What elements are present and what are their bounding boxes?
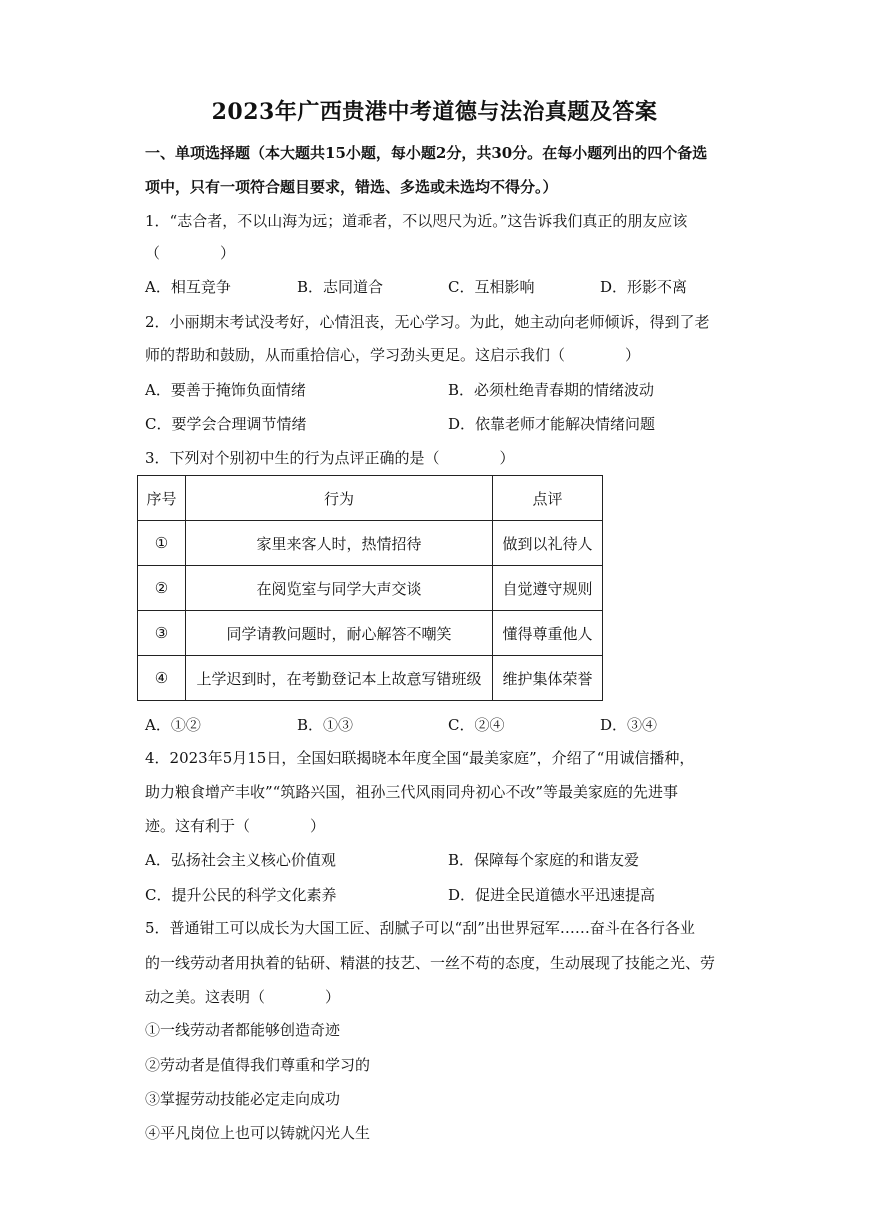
table-row	[138, 566, 603, 611]
table-cell: ①	[138, 521, 186, 566]
q2-option-d: D．依靠老师才能解决情绪问题	[448, 415, 656, 433]
page-title: 2023年广西贵港中考道德与法治真题及答案	[211, 99, 658, 125]
q5-stem-line-1: 5．普通钳工可以成长为大国工匠、刮腻子可以“刮”出世界冠军……奋斗在各行各业	[145, 919, 695, 937]
table-cell: 上学迟到时，在考勤登记本上故意写错班级	[186, 656, 493, 701]
q4-option-a: A．弘扬社会主义核心价值观	[145, 851, 336, 869]
q1-option-b: B．志同道合	[297, 278, 384, 296]
table-header-cell: 点评	[493, 476, 603, 521]
q3-option-b: B．①③	[297, 716, 354, 734]
q2-stem-line-1: 2．小丽期末考试没考好，心情沮丧，无心学习。为此，她主动向老师倾诉，得到了老	[145, 313, 710, 331]
q2-stem-line-2: 师的帮助和鼓励，从而重拾信心，学习劲头更足。这启示我们（ ）	[145, 346, 641, 364]
q1-option-c: C．互相影响	[448, 278, 535, 296]
q3-option-d: D．③④	[600, 716, 658, 734]
q3-option-c: C．②④	[448, 716, 505, 734]
q4-stem-line-2: 助力粮食增产丰收”“筑路兴国，祖孙三代风雨同舟初心不改”等最美家庭的先进事	[145, 783, 679, 801]
q4-option-d: D．促进全民道德水平迅速提高	[448, 886, 656, 904]
q1-option-a: A．相互竞争	[145, 278, 231, 296]
table-cell: 懂得尊重他人	[493, 611, 603, 656]
q1-option-d: D．形影不离	[600, 278, 688, 296]
q2-option-c: C．要学会合理调节情绪	[145, 415, 307, 433]
q2-option-b: B．必须杜绝青春期的情绪波动	[448, 381, 655, 399]
table-cell: 维护集体荣誉	[493, 656, 603, 701]
q3-stem: 3．下列对个别初中生的行为点评正确的是（ ）	[145, 449, 515, 467]
table-header-row	[138, 476, 603, 521]
q4-stem-line-1: 4．2023年5月15日，全国妇联揭晓本年度全国“最美家庭”，介绍了“用诚信播种，	[145, 749, 695, 767]
q5-item: ①一线劳动者都能够创造奇迹	[145, 1021, 341, 1039]
q5-item: ④平凡岗位上也可以铸就闪光人生	[145, 1124, 371, 1142]
table-header-cell: 序号	[138, 476, 186, 521]
q4-stem-line-3: 迹。这有利于（ ）	[145, 817, 326, 835]
table-cell: 自觉遵守规则	[493, 566, 603, 611]
q1-stem-line-2: （ ）	[145, 244, 236, 262]
table-cell: 做到以礼待人	[493, 521, 603, 566]
q4-option-b: B．保障每个家庭的和谐友爱	[448, 851, 640, 869]
section-heading-line-1: 一、单项选择题（本大题共15小题，每小题2分，共30分。在每小题列出的四个备选	[145, 144, 708, 162]
q3-option-a: A．①②	[145, 716, 201, 734]
q5-stem-line-2: 的一线劳动者用执着的钻研、精湛的技艺、一丝不苟的态度，生动展现了技能之光、劳	[145, 954, 716, 972]
q1-stem-line-1: 1．“志合者，不以山海为远；道乖者，不以咫尺为近。”这告诉我们真正的朋友应该	[145, 212, 688, 230]
q5-stem-line-3: 动之美。这表明（ ）	[145, 988, 341, 1006]
table-cell: ②	[138, 566, 186, 611]
table-header-cell: 行为	[186, 476, 493, 521]
q3-table	[137, 475, 603, 701]
q4-option-c: C．提升公民的科学文化素养	[145, 886, 337, 904]
table-cell: 同学请教问题时，耐心解答不嘲笑	[186, 611, 493, 656]
table-cell: ④	[138, 656, 186, 701]
section-heading-line-2: 项中，只有一项符合题目要求，错选、多选或未选均不得分。）	[145, 178, 558, 196]
table-cell: 家里来客人时，热情招待	[186, 521, 493, 566]
q5-item: ②劳动者是值得我们尊重和学习的	[145, 1056, 371, 1074]
q5-item: ③掌握劳动技能必定走向成功	[145, 1090, 341, 1108]
table-row	[138, 521, 603, 566]
table-row	[138, 656, 603, 701]
q2-option-a: A．要善于掩饰负面情绪	[145, 381, 306, 399]
table-cell: 在阅览室与同学大声交谈	[186, 566, 493, 611]
table-cell: ③	[138, 611, 186, 656]
table-row	[138, 611, 603, 656]
